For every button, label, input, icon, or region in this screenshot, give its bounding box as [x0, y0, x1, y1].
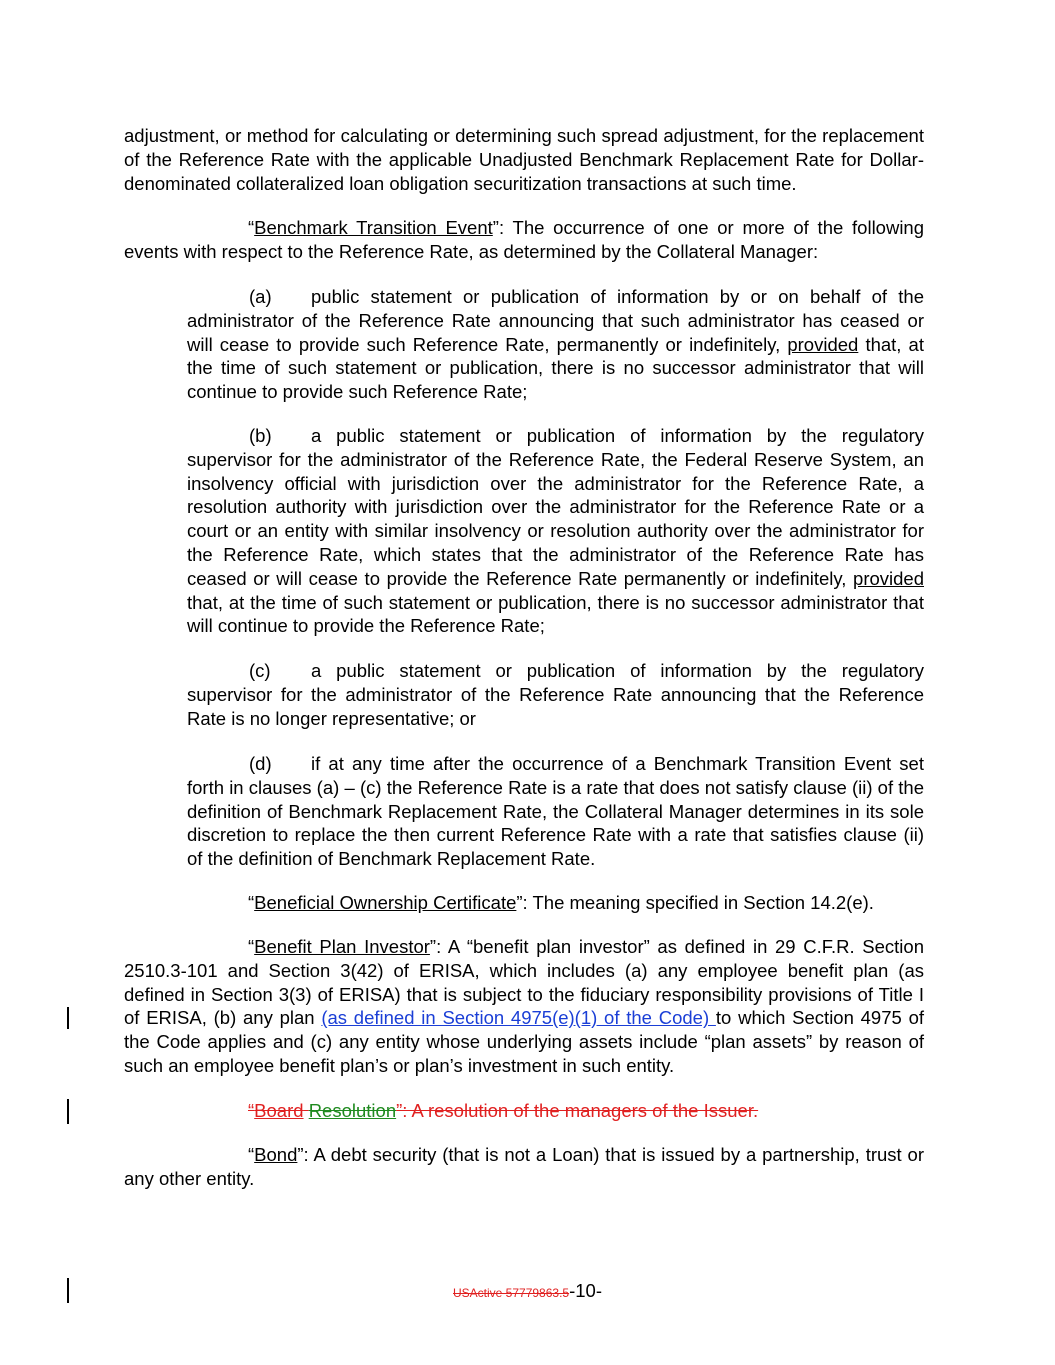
- defined-term: Benefit Plan Investor: [254, 936, 430, 957]
- clause-label: (a): [249, 286, 272, 307]
- close-quote: ”:: [516, 892, 528, 913]
- deleted-quote: “: [248, 1100, 255, 1121]
- clause-b: [187, 424, 924, 638]
- definition-beneficial-ownership-certificate: [124, 891, 924, 915]
- open-quote: “: [248, 892, 255, 913]
- definition-text: The meaning specified in Section 14.2(e).: [527, 892, 874, 913]
- inserted-revision: (as defined in Section 4975(e)(1) of the Code): [321, 1007, 716, 1029]
- paragraph-text: adjustment, or method for calculating or determining such spread adjustment, for the replacement of the Reference Rate with the applicable Unadjusted Benchmark Replacement Rate for Dollar-denominated collateralized loan obligation securitization transactions at such time.: [124, 125, 924, 194]
- provided-term: provided: [853, 567, 924, 589]
- clause-d: [187, 752, 924, 871]
- page-number: -10-: [569, 1280, 602, 1301]
- clause-label: (c): [249, 660, 271, 681]
- clause-text-end: that, at the time of such statement or publication, there is no successor administrator that will continue to provide the Reference Rate;: [187, 591, 924, 637]
- clause-a: [187, 285, 924, 404]
- close-quote: ”:: [429, 936, 442, 957]
- clause-text: if at any time after the occurrence of a Benchmark Transition Event set forth in clauses (a) – (c) the Reference Rate is a rate that does not satisfy clause (ii) of the definition of Benchmark Replacement Rate, the Collateral Manager determines in its sole discretion to replace the then current Reference Rate with a rate that satisfies clause (ii) of the definition of Benchmark Replacement Rate.: [187, 753, 924, 870]
- definition-text: A “benefit plan investor” as defined in 29 C.F.R. Section 2510.3-101 and Section 3(42) of ERISA, which includes (a) any employee benefit plan (as defined in Section 3(3) of ERISA) that is subject to the fiduciary responsibility provisions of Title I of ERISA, (b) any plan: [124, 936, 924, 1029]
- close-quote: ”:: [297, 1144, 309, 1165]
- paragraph-spread-adjustment: [124, 124, 924, 195]
- defined-term: Beneficial Ownership Certificate: [254, 892, 517, 913]
- definition-bond: [124, 1143, 924, 1191]
- definition-text-end: to which Section 4975 of the Code applies and (c) any entity whose underlying assets include “plan assets” by reason of such an employee benefit plan’s or plan’s investment in such entity.: [124, 1007, 924, 1076]
- change-bar: [67, 1099, 69, 1124]
- open-quote: “: [248, 217, 255, 238]
- open-quote: “: [248, 1144, 255, 1165]
- open-quote: “: [248, 936, 255, 957]
- change-bar: [67, 1007, 69, 1029]
- close-quote: ”:: [492, 217, 505, 238]
- provided-term: provided: [787, 333, 859, 355]
- definition-benefit-plan-investor: [124, 935, 924, 1078]
- definition-board-resolution-deleted: [124, 1099, 924, 1123]
- deleted-definition-text: ”: A resolution of the managers of the Issuer.: [396, 1100, 759, 1121]
- document-id-deleted: USActive 57779863.5: [453, 1286, 570, 1300]
- clause-text: a public statement or publication of information by the regulatory supervisor for the administrator of the Reference Rate announcing that the Reference Rate is no longer representative; or: [187, 660, 924, 729]
- clause-text: a public statement or publication of information by the regulatory supervisor for the administrator of the Reference Rate, the Federal Reserve System, an insolvency official with jurisdiction over the administrator for the Reference Rate, a resolution authority with jurisdiction over the administrator for the Reference Rate or a court or an entity with similar insolvency or resolution authority over the administrator for the Reference Rate, which states that the administrator of the Reference Rate has ceased or will cease to provide the Reference Rate permanently or indefinitely,: [187, 425, 924, 589]
- page-footer: [0, 1280, 1055, 1302]
- deleted-term-resolution: Resolution: [308, 1100, 397, 1121]
- clause-label: (b): [249, 425, 272, 446]
- deleted-term-board: Board: [254, 1100, 304, 1121]
- defined-term: Bond: [254, 1144, 298, 1165]
- defined-term: Benchmark Transition Event: [254, 217, 493, 238]
- clause-text-end: that, at the time of such statement or publication, there is no successor administrator that will continue to provide such Reference Rate;: [187, 333, 924, 403]
- definition-text: A debt security (that is not a Loan) that is issued by a partnership, trust or any other entity.: [124, 1144, 924, 1189]
- definition-benchmark-transition-event: [124, 216, 924, 264]
- clause-c: [187, 659, 924, 730]
- clause-label: (d): [249, 753, 272, 774]
- clause-text: public statement or publication of information by or on behalf of the administrator of the Reference Rate announcing that such administrator has ceased or will cease to provide such Reference Rate, permanently or indefinitely,: [187, 286, 924, 355]
- definition-text: The occurrence of one or more of the following events with respect to the Reference Rate, as determined by the Collateral Manager:: [124, 217, 925, 262]
